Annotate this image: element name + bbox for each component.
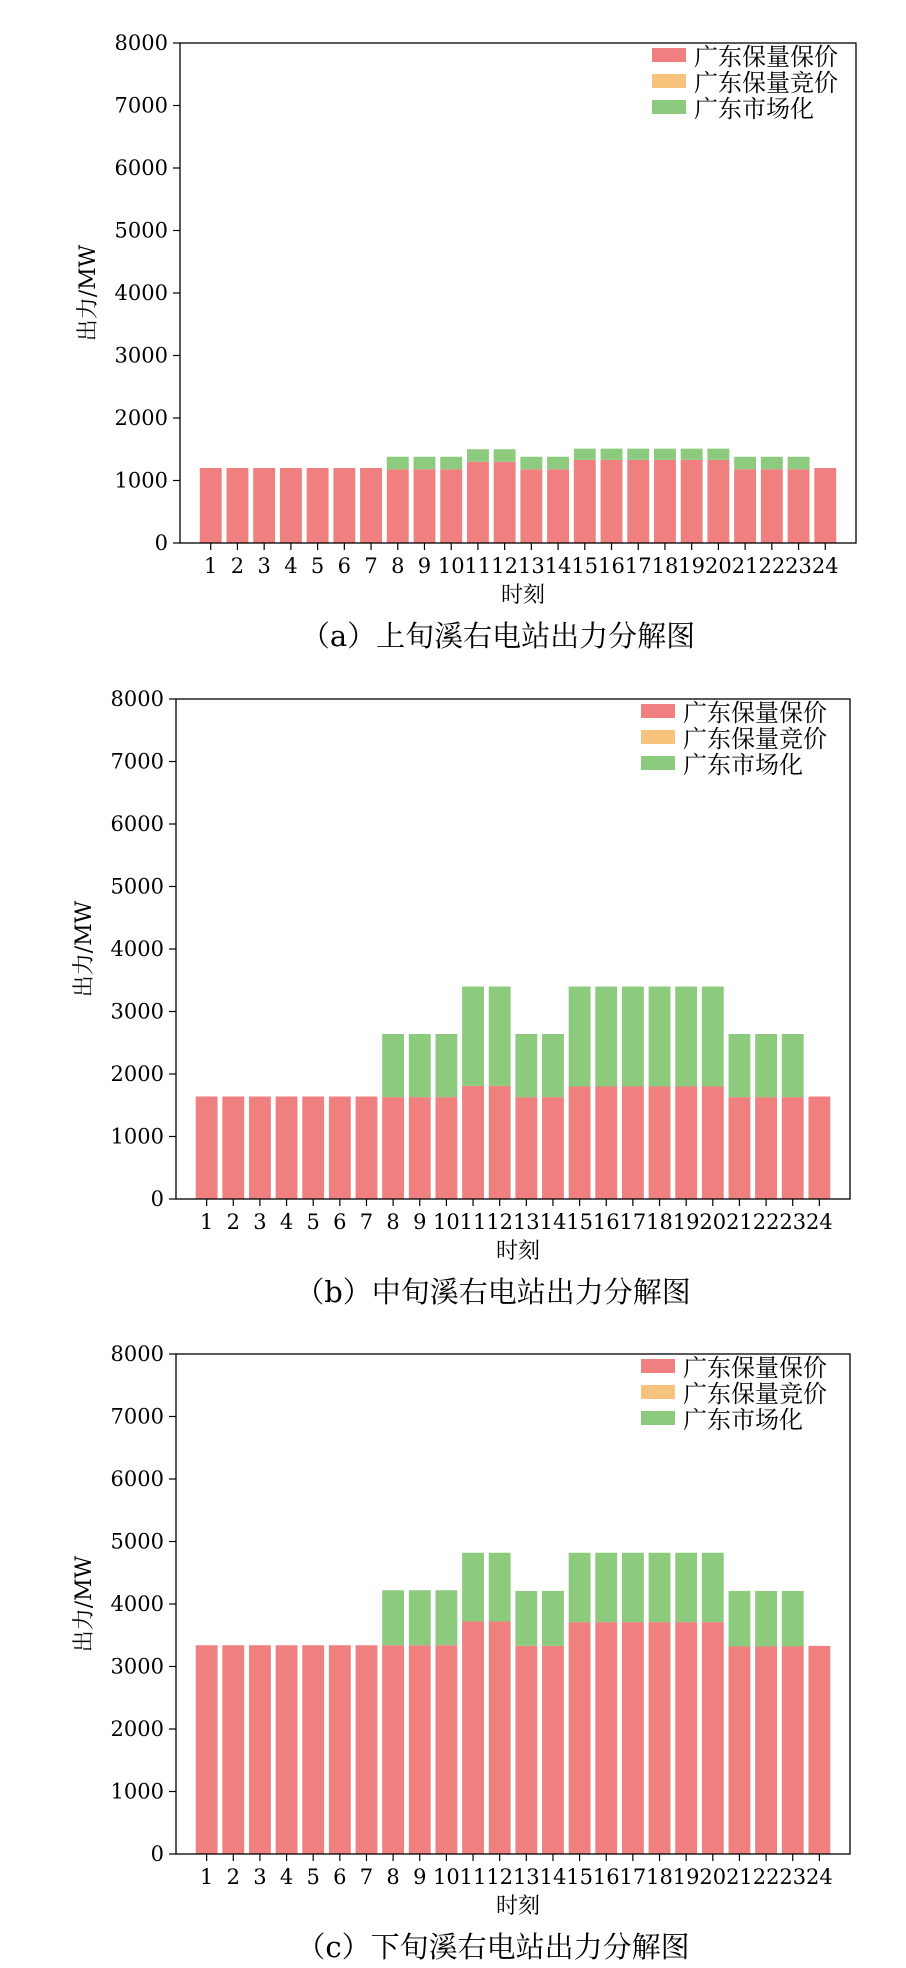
y-tick-label: 6000: [110, 812, 164, 836]
bar-2-series1-t2: [222, 1097, 244, 1200]
bar-2-series1-t13: [515, 1097, 537, 1199]
bar-3-series1-t1: [196, 1645, 218, 1854]
bar-3-series1-t11: [462, 1622, 484, 1855]
x-tick-label: 22: [752, 1865, 780, 1889]
x-tick-label: 4: [279, 1865, 294, 1889]
x-tick-label: 20: [699, 1210, 727, 1234]
x-tick-label: 2: [226, 1865, 240, 1889]
y-tick-label: 5000: [110, 1529, 164, 1554]
x-tick-label: 2: [226, 1210, 240, 1234]
bar-2-series3-t11: [462, 987, 484, 1086]
x-tick-label: 7: [364, 554, 378, 578]
bar-3-series3-t21: [729, 1591, 751, 1647]
bar-3-series1-t20: [702, 1622, 724, 1854]
bar-2-series1-t17: [622, 1087, 644, 1200]
bar-1-series3-t10: [440, 457, 462, 470]
legend-label-1: 广东保量保价: [694, 43, 838, 71]
bar-3-series3-t17: [622, 1553, 644, 1622]
bar-3-series1-t8: [382, 1645, 404, 1854]
x-tick-label: 24: [811, 554, 839, 578]
x-tick-label: 12: [486, 1865, 514, 1889]
bar-3-series1-t18: [649, 1622, 671, 1854]
bar-2-series3-t20: [702, 987, 724, 1087]
y-tick-label: 4000: [110, 937, 164, 961]
x-tick-label: 15: [566, 1865, 593, 1889]
legend-swatch-3: [641, 1411, 675, 1425]
legend-label-2: 广东保量竞价: [694, 69, 838, 97]
bar-2-series1-t14: [542, 1097, 564, 1199]
y-tick-label: 3000: [110, 1654, 164, 1679]
x-tick-label: 4: [279, 1210, 294, 1234]
bar-2-series1-t6: [329, 1097, 351, 1200]
x-tick-label: 1: [204, 554, 218, 578]
x-tick-label: 19: [672, 1210, 700, 1234]
bar-1-series3-t21: [734, 457, 756, 470]
bar-3-series1-t3: [249, 1645, 271, 1854]
legend-swatch-2: [652, 74, 686, 88]
bar-1-series1-t4: [280, 468, 302, 543]
bar-1-series1-t3: [253, 468, 275, 543]
bar-3-series1-t24: [808, 1646, 830, 1854]
bar-2-series3-t8: [382, 1034, 404, 1097]
bar-1-series1-t20: [707, 460, 729, 543]
bar-2-series3-t16: [595, 987, 617, 1087]
x-tick-label: 3: [253, 1210, 267, 1234]
bar-2-series3-t18: [649, 987, 671, 1087]
bar-1-series3-t13: [520, 457, 542, 470]
legend-label-2: 广东保量竞价: [683, 725, 827, 753]
bar-2-series3-t19: [675, 987, 697, 1087]
x-tick-label: 3: [257, 554, 271, 578]
x-tick-label: 20: [705, 554, 732, 578]
chart-panel-1: [76, 31, 856, 653]
bar-3-series1-t6: [329, 1645, 351, 1854]
x-tick-label: 1: [199, 1865, 214, 1889]
bar-2-series1-t9: [409, 1097, 431, 1199]
y-tick-label: 2000: [110, 1717, 164, 1741]
bar-2-series3-t23: [782, 1034, 804, 1097]
x-tick-label: 21: [726, 1210, 753, 1234]
bar-2-series1-t21: [729, 1097, 751, 1199]
x-tick-label: 16: [598, 554, 625, 578]
bar-3-series3-t16: [595, 1553, 617, 1622]
x-tick-label: 12: [486, 1210, 514, 1234]
bar-2-series1-t18: [649, 1087, 671, 1200]
bar-3-series3-t13: [515, 1591, 537, 1646]
x-tick-label: 11: [464, 554, 492, 578]
x-tick-label: 9: [413, 1865, 427, 1889]
bar-3-series1-t4: [276, 1645, 298, 1854]
y-tick-label: 6000: [114, 156, 168, 180]
x-tick-label: 23: [785, 554, 812, 578]
bar-1-series3-t16: [601, 449, 623, 460]
x-tick-label: 8: [386, 1865, 400, 1889]
x-tick-label: 20: [699, 1865, 727, 1889]
x-tick-label: 14: [539, 1865, 567, 1889]
x-tick-label: 2: [230, 554, 245, 578]
bar-3-series1-t5: [302, 1645, 324, 1854]
x-tick-label: 7: [359, 1865, 374, 1889]
y-axis-label: 出力/MW: [72, 1555, 97, 1653]
legend-swatch-1: [641, 704, 675, 718]
legend-swatch-2: [641, 730, 675, 744]
bar-1-series3-t19: [681, 449, 703, 460]
bar-1-series1-t13: [520, 469, 542, 543]
bar-1-series1-t21: [734, 469, 756, 543]
bar-3-series3-t14: [542, 1591, 564, 1646]
bar-2-series1-t16: [595, 1087, 617, 1200]
y-tick-label: 4000: [114, 281, 168, 305]
legend-swatch-2: [641, 1385, 675, 1399]
x-tick-label: 4: [284, 554, 298, 578]
legend-swatch-1: [652, 48, 686, 62]
bar-3-series3-t19: [675, 1553, 697, 1622]
bar-1-series1-t8: [387, 469, 409, 543]
x-tick-label: 14: [544, 554, 572, 578]
y-tick-label: 6000: [110, 1467, 164, 1491]
x-tick-label: 8: [391, 554, 405, 578]
bar-1-series1-t2: [226, 468, 248, 543]
bar-3-series3-t15: [569, 1553, 591, 1622]
bar-1-series1-t18: [654, 460, 676, 543]
bar-2-series1-t22: [755, 1097, 777, 1199]
legend-label-3: 广东市场化: [694, 95, 814, 123]
bar-1-series1-t17: [627, 460, 649, 543]
x-tick-label: 10: [437, 554, 465, 578]
bar-2-series1-t11: [462, 1086, 484, 1199]
x-axis-label: 时刻: [495, 1894, 541, 1919]
bar-3-series1-t16: [595, 1622, 617, 1854]
bar-2-series1-t7: [356, 1097, 378, 1200]
bar-1-series1-t23: [788, 469, 810, 543]
y-tick-label: 8000: [110, 1342, 164, 1366]
legend-label-3: 广东市场化: [683, 751, 803, 779]
bar-3-series3-t12: [489, 1553, 511, 1622]
y-tick-label: 7000: [110, 1404, 164, 1429]
bar-1-series3-t9: [414, 457, 436, 470]
chart-caption-2: （b）中旬溪右电站出力分解图: [295, 1275, 691, 1309]
legend-label-2: 广东保量竞价: [683, 1380, 827, 1408]
bar-2-series3-t17: [622, 987, 644, 1087]
bar-1-series3-t14: [547, 457, 569, 470]
x-tick-label: 15: [571, 554, 599, 578]
y-tick-label: 0: [154, 531, 168, 555]
bar-1-series3-t11: [467, 449, 489, 462]
x-tick-label: 14: [539, 1210, 567, 1234]
bar-3-series1-t15: [569, 1622, 591, 1854]
x-tick-label: 16: [592, 1865, 620, 1889]
legend-swatch-3: [641, 756, 675, 770]
y-tick-label: 2000: [110, 1062, 164, 1086]
x-tick-label: 18: [651, 554, 679, 578]
x-tick-label: 22: [752, 1210, 780, 1234]
bar-1-series1-t6: [333, 468, 355, 543]
y-tick-label: 1000: [114, 468, 168, 493]
x-tick-label: 18: [646, 1865, 673, 1889]
bar-1-series3-t18: [654, 449, 676, 460]
bar-3-series3-t18: [649, 1553, 671, 1622]
bar-2-series3-t10: [435, 1034, 457, 1097]
x-tick-label: 5: [306, 1210, 320, 1234]
bar-1-series1-t24: [814, 468, 836, 543]
y-tick-label: 0: [150, 1187, 164, 1211]
y-tick-label: 8000: [114, 31, 168, 55]
bar-2-series3-t15: [569, 987, 591, 1087]
x-tick-label: 17: [619, 1865, 647, 1889]
bar-3-series3-t11: [462, 1553, 484, 1622]
x-tick-label: 1: [199, 1210, 214, 1234]
y-tick-label: 5000: [110, 874, 164, 899]
x-tick-label: 13: [517, 554, 545, 578]
x-tick-label: 5: [310, 554, 325, 578]
bar-2-series1-t19: [675, 1087, 697, 1200]
bar-2-series1-t4: [276, 1097, 298, 1200]
legend-label-3: 广东市场化: [683, 1406, 803, 1434]
x-tick-label: 10: [433, 1210, 460, 1234]
bar-3-series1-t14: [542, 1646, 564, 1854]
bar-3-series1-t19: [675, 1622, 697, 1854]
bar-1-series1-t1: [200, 468, 222, 543]
bar-2-series1-t24: [808, 1097, 830, 1200]
bar-3-series3-t8: [382, 1590, 404, 1645]
bar-1-series1-t16: [601, 460, 623, 543]
bar-3-series1-t9: [409, 1645, 431, 1854]
bar-1-series3-t12: [494, 449, 516, 462]
y-tick-label: 3000: [110, 999, 164, 1024]
x-tick-label: 12: [491, 554, 519, 578]
bar-2-series1-t10: [435, 1097, 457, 1199]
bar-3-series3-t23: [782, 1591, 804, 1647]
bar-1-series1-t12: [494, 462, 516, 543]
y-tick-label: 3000: [114, 343, 168, 368]
x-tick-label: 19: [672, 1865, 700, 1889]
y-tick-label: 8000: [110, 687, 164, 711]
bar-3-series3-t9: [409, 1590, 431, 1645]
y-tick-label: 2000: [114, 406, 168, 430]
y-tick-label: 4000: [110, 1592, 164, 1616]
bar-2-series3-t22: [755, 1034, 777, 1097]
y-tick-label: 1000: [110, 1124, 164, 1149]
x-axis-label: 时刻: [500, 583, 546, 608]
legend-swatch-3: [652, 100, 686, 114]
bar-1-series1-t11: [467, 462, 489, 543]
bar-3-series1-t12: [489, 1622, 511, 1855]
x-tick-label: 21: [726, 1865, 753, 1889]
bar-1-series3-t22: [761, 457, 783, 470]
x-tick-label: 23: [779, 1210, 807, 1234]
bar-3-series1-t10: [435, 1645, 457, 1854]
bar-2-series1-t20: [702, 1087, 724, 1200]
bar-3-series1-t7: [356, 1645, 378, 1854]
bar-3-series3-t20: [702, 1553, 724, 1622]
x-tick-label: 11: [459, 1210, 487, 1234]
y-tick-label: 0: [150, 1842, 164, 1866]
x-tick-label: 19: [678, 554, 706, 578]
bar-2-series3-t13: [515, 1034, 537, 1097]
x-tick-label: 24: [805, 1865, 833, 1889]
x-tick-label: 15: [566, 1210, 593, 1234]
bar-1-series1-t10: [440, 469, 462, 543]
x-tick-label: 22: [758, 554, 786, 578]
x-tick-label: 8: [386, 1210, 400, 1234]
x-tick-label: 10: [433, 1865, 460, 1889]
x-tick-label: 11: [459, 1865, 487, 1889]
chart-panel-3: [72, 1342, 850, 1964]
bar-1-series3-t15: [574, 449, 596, 460]
x-tick-label: 17: [619, 1210, 647, 1234]
x-tick-label: 16: [592, 1210, 620, 1234]
bar-2-series1-t3: [249, 1097, 271, 1200]
bar-1-series1-t14: [547, 469, 569, 543]
y-tick-label: 1000: [110, 1779, 164, 1804]
x-tick-label: 5: [306, 1865, 320, 1889]
bar-1-series3-t8: [387, 457, 409, 470]
bar-2-series1-t5: [302, 1097, 324, 1200]
bar-2-series1-t23: [782, 1097, 804, 1199]
y-tick-label: 5000: [114, 218, 168, 243]
bar-2-series1-t15: [569, 1087, 591, 1200]
x-tick-label: 24: [805, 1210, 833, 1234]
bar-2-series3-t14: [542, 1034, 564, 1097]
x-tick-label: 13: [512, 1865, 540, 1889]
bar-1-series3-t23: [788, 457, 810, 470]
bar-1-series3-t20: [707, 449, 729, 460]
chart-caption-1: （a）上旬溪右电站出力分解图: [300, 619, 696, 653]
x-tick-label: 9: [413, 1210, 427, 1234]
bar-2-series3-t9: [409, 1034, 431, 1097]
bar-3-series3-t10: [435, 1590, 457, 1645]
bar-3-series1-t17: [622, 1622, 644, 1854]
legend-label-1: 广东保量保价: [683, 1354, 827, 1382]
bar-3-series1-t21: [729, 1647, 751, 1855]
bar-1-series1-t15: [574, 460, 596, 543]
bar-1-series1-t9: [414, 469, 436, 543]
y-tick-label: 7000: [110, 749, 164, 774]
bar-2-series3-t21: [729, 1034, 751, 1097]
y-tick-label: 7000: [114, 93, 168, 118]
x-tick-label: 23: [779, 1865, 807, 1889]
bar-3-series1-t22: [755, 1647, 777, 1855]
bar-2-series3-t12: [489, 987, 511, 1086]
x-tick-label: 6: [333, 1210, 347, 1234]
x-tick-label: 6: [337, 554, 352, 578]
bar-2-series1-t8: [382, 1097, 404, 1199]
bar-3-series3-t22: [755, 1591, 777, 1647]
bar-2-series1-t1: [196, 1097, 218, 1200]
y-axis-label: 出力/MW: [76, 244, 101, 342]
bar-2-series1-t12: [489, 1086, 511, 1199]
x-tick-label: 17: [624, 554, 652, 578]
x-tick-label: 18: [646, 1210, 673, 1234]
y-axis-label: 出力/MW: [72, 900, 97, 998]
bar-1-series1-t19: [681, 460, 703, 543]
x-tick-label: 21: [731, 554, 759, 578]
bar-1-series1-t22: [761, 469, 783, 543]
bar-3-series1-t13: [515, 1646, 537, 1854]
legend-label-1: 广东保量保价: [683, 699, 827, 727]
x-axis-label: 时刻: [495, 1239, 541, 1264]
x-tick-label: 9: [417, 554, 432, 578]
x-tick-label: 13: [512, 1210, 540, 1234]
chart-panel-2: [72, 687, 850, 1309]
bar-3-series1-t23: [782, 1647, 804, 1855]
x-tick-label: 6: [333, 1865, 347, 1889]
bar-1-series1-t7: [360, 468, 382, 543]
x-tick-label: 3: [253, 1865, 267, 1889]
bar-1-series3-t17: [627, 449, 649, 460]
chart-caption-3: （c）下旬溪右电站出力分解图: [296, 1930, 690, 1964]
bar-1-series1-t5: [307, 468, 329, 543]
legend-swatch-1: [641, 1359, 675, 1373]
bar-3-series1-t2: [222, 1645, 244, 1854]
x-tick-label: 7: [359, 1210, 374, 1234]
